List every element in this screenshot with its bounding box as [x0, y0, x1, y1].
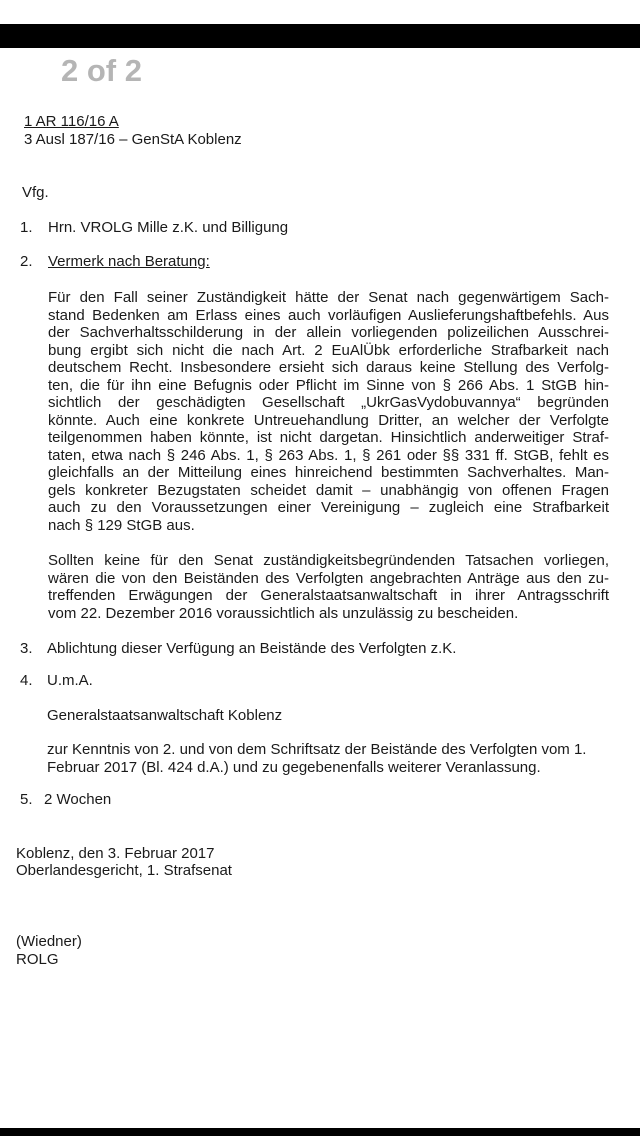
signatory-title: ROLG	[16, 951, 59, 968]
bottom-black-bar	[0, 1128, 640, 1136]
recipient-note-line: Februar 2017 (Bl. 424 d.A.) und zu gegebenenfalls weiterer Veranlassung.	[47, 759, 541, 776]
item-number: 2.	[20, 253, 33, 270]
signatory-name: (Wiedner)	[16, 933, 82, 950]
text-line: stand Bedenken am Erlass eines auch vorläufigen Auslieferungshaftbefehls. Aus	[48, 306, 609, 324]
item-text: Ablichtung dieser Verfügung an Beistände des Verfolgten z.K.	[47, 640, 457, 657]
text-line: nach § 129 StGB aus.	[48, 516, 195, 534]
file-number: 1 AR 116/16 A	[24, 113, 119, 130]
text-line: sichtlich der geschädigten Gesellschaft „UkrGasVydobuvannya“ begründen	[48, 394, 609, 411]
paragraph-assessment	[48, 289, 609, 534]
text-line: gleichfalls an der Mitteilung eines hinreichend bestimmten Sachverhaltes. Man-	[48, 464, 609, 481]
text-line: Für den Fall seiner Zuständigkeit hätte der Senat nach gegenwärtigem Sach-	[48, 289, 609, 306]
vfg-label: Vfg.	[22, 184, 49, 201]
item-number: 1.	[20, 219, 33, 236]
text-line: taten, etwa nach § 246 Abs. 1, § 263 Abs. 1, § 261 oder §§ 331 ff. StGB, fehlt es	[48, 446, 609, 464]
place-date: Koblenz, den 3. Februar 2017	[16, 845, 215, 862]
text-line: treffenden Erwägungen der Generalstaatsanwaltschaft in ihrer Antragsschrift	[48, 587, 609, 604]
paragraph-conclusion	[48, 552, 609, 622]
text-line: Sollten keine für den Senat zuständigkeitsbegründenden Tatsachen vorliegen,	[48, 552, 609, 569]
court-name: Oberlandesgericht, 1. Strafsenat	[16, 862, 232, 879]
item-heading: Vermerk nach Beratung:	[48, 253, 210, 270]
top-black-bar	[0, 24, 640, 48]
page-indicator: 2 of 2	[61, 53, 142, 88]
text-line: teilgenommen haben könnte, ist nicht dargetan. Hinsichtlich anderweitiger Straf-	[48, 429, 609, 446]
text-line: wären die von den Beiständen des Verfolgten angebrachten Anträge aus den zu-	[48, 569, 609, 587]
recipient: Generalstaatsanwaltschaft Koblenz	[47, 707, 283, 724]
text-line: bung ergibt sich nicht die nach Art. 2 EuAlÜbk erforderliche Strafbarkeit nach	[48, 341, 609, 359]
item-number: 4.	[20, 672, 33, 689]
text-line: könnte. Auch eine konkrete Untreuehandlung Dritter, an welcher der Verfolgte	[48, 411, 609, 429]
text-line: deutschem Recht. Insbesondere ersieht sich daraus keine Stellung des Verfolg-	[48, 359, 609, 376]
text-line: ten, die für ihn eine Befugnis oder Pflicht im Sinne von § 266 Abs. 1 StGB hin-	[48, 376, 609, 394]
item-text: 2 Wochen	[44, 791, 112, 808]
item-number: 3.	[20, 640, 33, 657]
recipient-note-line: zur Kenntnis von 2. und von dem Schriftsatz der Beistände des Verfolgten vom 1.	[47, 741, 587, 758]
text-line: der Sachverhaltsschilderung in der allein vorliegenden polizeilichen Ausschrei-	[48, 324, 609, 341]
text-line: gels konkreter Bezugstaten scheidet damit – unabhängig von offenen Fragen	[48, 481, 609, 499]
text-line: auch zu den Voraussetzungen einer Vereinigung – zugleich eine Strafbarkeit	[48, 499, 609, 516]
item-number: 5.	[20, 791, 33, 808]
sub-reference: 3 Ausl 187/16 – GenStA Koblenz	[24, 131, 242, 148]
item-text: Hrn. VROLG Mille z.K. und Billigung	[48, 219, 289, 236]
text-line: vom 22. Dezember 2016 voraussichtlich als unzulässig zu bescheiden.	[48, 604, 519, 622]
item-text: U.m.A.	[47, 672, 93, 689]
